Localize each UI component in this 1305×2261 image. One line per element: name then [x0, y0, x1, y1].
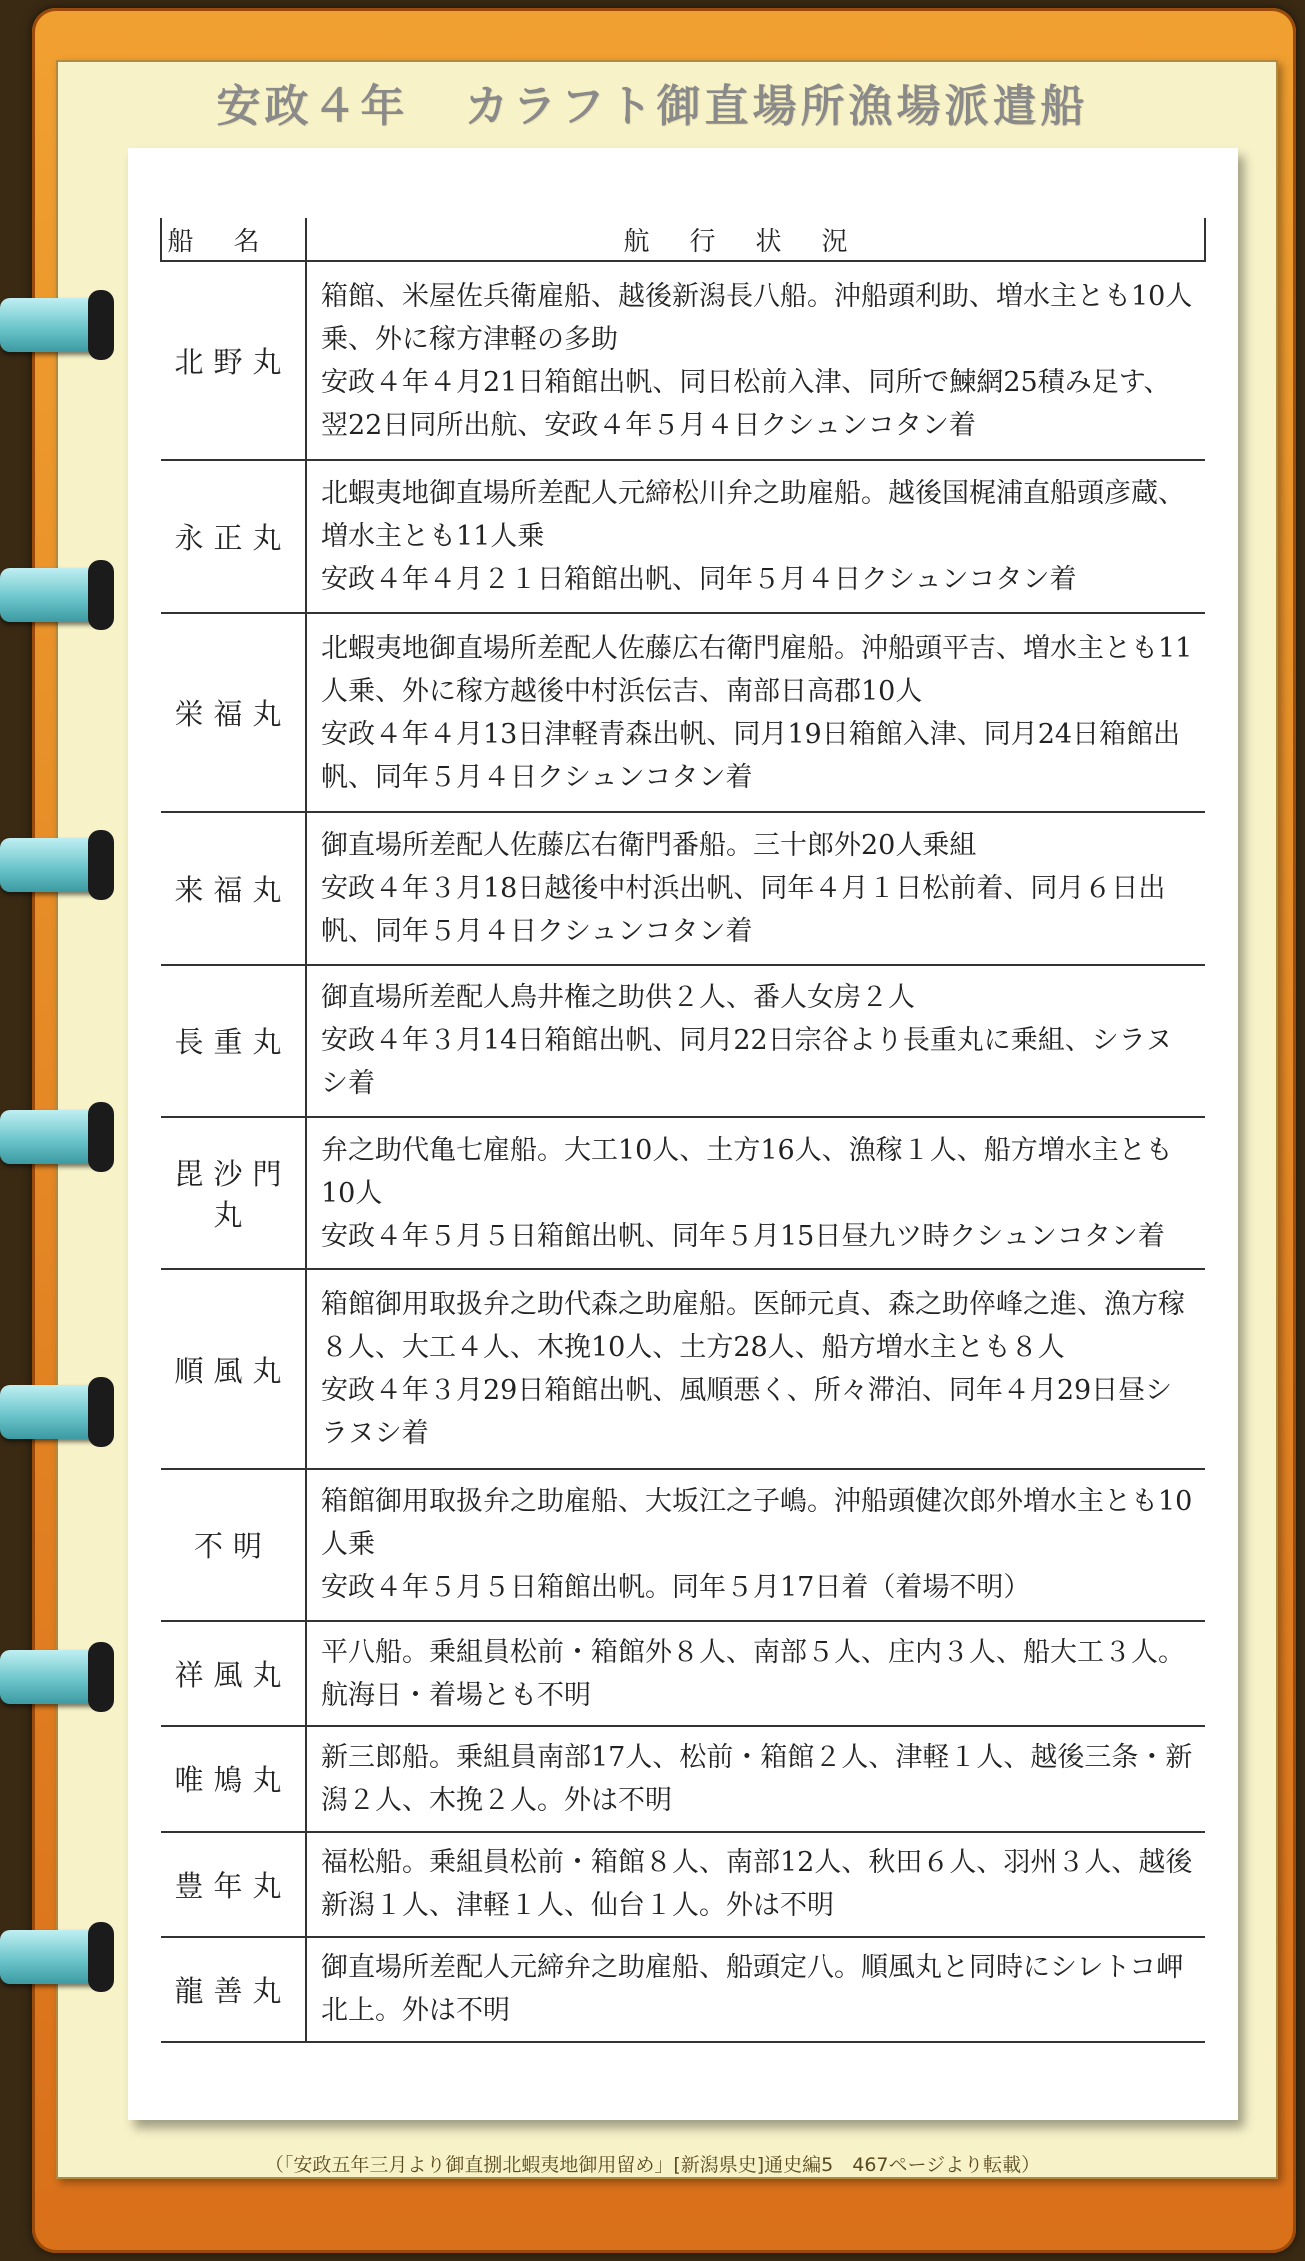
voyage-description [306, 965, 1205, 1117]
ship-name: 龍善丸 [161, 1937, 306, 2042]
table-row [161, 812, 1205, 964]
voyage-line: 安政４年５月５日箱館出帆。同年５月17日着（着場不明） [321, 1572, 1031, 1604]
voyage-description [306, 812, 1205, 964]
table-row [161, 965, 1205, 1117]
voyage-description [306, 460, 1205, 612]
voyage-description [306, 1469, 1205, 1621]
binder-ring [0, 1650, 108, 1704]
binder-ring [0, 568, 108, 622]
table-row [161, 1269, 1205, 1468]
ship-name: 北野丸 [161, 261, 306, 460]
ship-name: 毘沙門丸 [161, 1117, 306, 1269]
ship-name: 永正丸 [161, 460, 306, 612]
voyage-line: 安政４年４月２１日箱館出帆、同年５月４日クシュンコタン着 [321, 564, 1077, 596]
binder-ring [0, 298, 108, 352]
page-title [0, 70, 1305, 140]
binder-ring [0, 1110, 108, 1164]
table-row [161, 261, 1205, 460]
ship-name: 唯鳩丸 [161, 1726, 306, 1831]
voyage-line: 新三郎船。乗組員南部17人、松前・箱館２人、津軽１人、越後三条・新潟２人、木挽２人。外は不明 [321, 1741, 1193, 1816]
title-main: カラフト御直場所漁場派遣船 [464, 81, 1089, 132]
voyage-description [306, 1117, 1205, 1269]
voyage-line: 御直場所差配人佐藤広右衛門番船。三十郎外20人乗組 [321, 829, 977, 861]
voyage-line: 安政４年５月５日箱館出帆、同年５月15日昼九ツ時クシュンコタン着 [321, 1220, 1165, 1252]
voyage-line: 平八船。乗組員松前・箱館外８人、南部５人、庄内３人、船大工３人。航海日・着場とも不明 [321, 1636, 1185, 1711]
binder-ring [0, 1385, 108, 1439]
ship-name: 長重丸 [161, 965, 306, 1117]
voyage-line: 箱館御用取扱弁之助雇船、大坂江之子嶋。沖船頭健次郎外増水主とも10人乗 [321, 1486, 1193, 1561]
table-row [161, 1726, 1205, 1831]
voyage-description [306, 261, 1205, 460]
table-row [161, 613, 1205, 812]
voyage-description [306, 1937, 1205, 2042]
voyage-line: 箱館御用取扱弁之助代森之助雇船。医師元貞、森之助倅峰之進、漁方稼８人、大工４人、木挽10人、土方28人、船方増水主とも８人 [321, 1289, 1185, 1364]
header-ship-name: 船名 [161, 218, 306, 261]
voyage-description [306, 1832, 1205, 1937]
voyage-line: 御直場所差配人元締弁之助雇船、船頭定八。順風丸と同時にシレトコ岬北上。外は不明 [321, 1952, 1184, 2027]
voyage-line: 弁之助代亀七雇船。大工10人、土方16人、漁稼１人、船方増水主とも10人 [321, 1134, 1173, 1209]
ship-name: 祥風丸 [161, 1621, 306, 1726]
table-header-row [161, 218, 1205, 261]
voyage-line: 御直場所差配人鳥井権之助供２人、番人女房２人 [321, 982, 915, 1014]
ship-name: 順風丸 [161, 1269, 306, 1468]
voyage-description [306, 1726, 1205, 1831]
ship-name: 豊年丸 [161, 1832, 306, 1937]
voyage-line: 安政４年３月18日越後中村浜出帆、同年４月１日松前着、同月６日出帆、同年５月４日クシュンコタン着 [321, 872, 1166, 947]
table-row [161, 1117, 1205, 1269]
table-row [161, 1937, 1205, 2042]
voyage-description [306, 613, 1205, 812]
ship-name: 来福丸 [161, 812, 306, 964]
voyage-line: 安政４年４月13日津軽青森出帆、同月19日箱館入津、同月24日箱館出帆、同年５月４日クシュンコタン着 [321, 718, 1181, 793]
voyage-description [306, 1269, 1205, 1468]
voyage-description [306, 1621, 1205, 1726]
voyage-line: 北蝦夷地御直場所差配人元締松川弁之助雇船。越後国梶浦直船頭彦蔵、増水主とも11人乗 [321, 478, 1185, 553]
table-row [161, 1621, 1205, 1726]
binder-ring [0, 1930, 108, 1984]
voyage-line: 箱館、米屋佐兵衛雇船、越後新潟長八船。沖船頭利助、増水主とも10人乗、外に稼方津軽の多助 [321, 280, 1193, 355]
ship-name: 栄福丸 [161, 613, 306, 812]
table-row [161, 460, 1205, 612]
voyage-line: 安政４年３月14日箱館出帆、同月22日宗谷より長重丸に乗組、シラヌシ着 [321, 1025, 1173, 1100]
table-row [161, 1469, 1205, 1621]
document-card [128, 148, 1238, 2120]
source-citation: （「安政五年三月より御直捌北蝦夷地御用留め」[新潟県史]通史編5 467ページより転載） [264, 2154, 1041, 2176]
voyage-line: 福松船。乗組員松前・箱館８人、南部12人、秋田６人、羽州３人、越後新潟１人、津軽１人、仙台１人。外は不明 [321, 1847, 1193, 1922]
voyage-line: 安政４年３月29日箱館出帆、風順悪く、所々滞泊、同年４月29日昼シラヌシ着 [321, 1375, 1173, 1450]
title-era: 安政４年 [216, 81, 409, 132]
table-row [161, 1832, 1205, 1937]
voyage-line: 北蝦夷地御直場所差配人佐藤広右衛門雇船。沖船頭平吉、増水主とも11人乗、外に稼方越後中村浜伝吉、南部日高郡10人 [321, 632, 1193, 707]
ship-name: 不明 [161, 1469, 306, 1621]
voyage-line: 安政４年４月21日箱館出帆、同日松前入津、同所で鰊網25積み足す、翌22日同所出航、安政４年５月４日クシュンコタン着 [321, 366, 1171, 441]
binder-ring [0, 838, 108, 892]
header-voyage-status: 航行状況 [306, 218, 1205, 261]
ship-table [160, 218, 1206, 2043]
